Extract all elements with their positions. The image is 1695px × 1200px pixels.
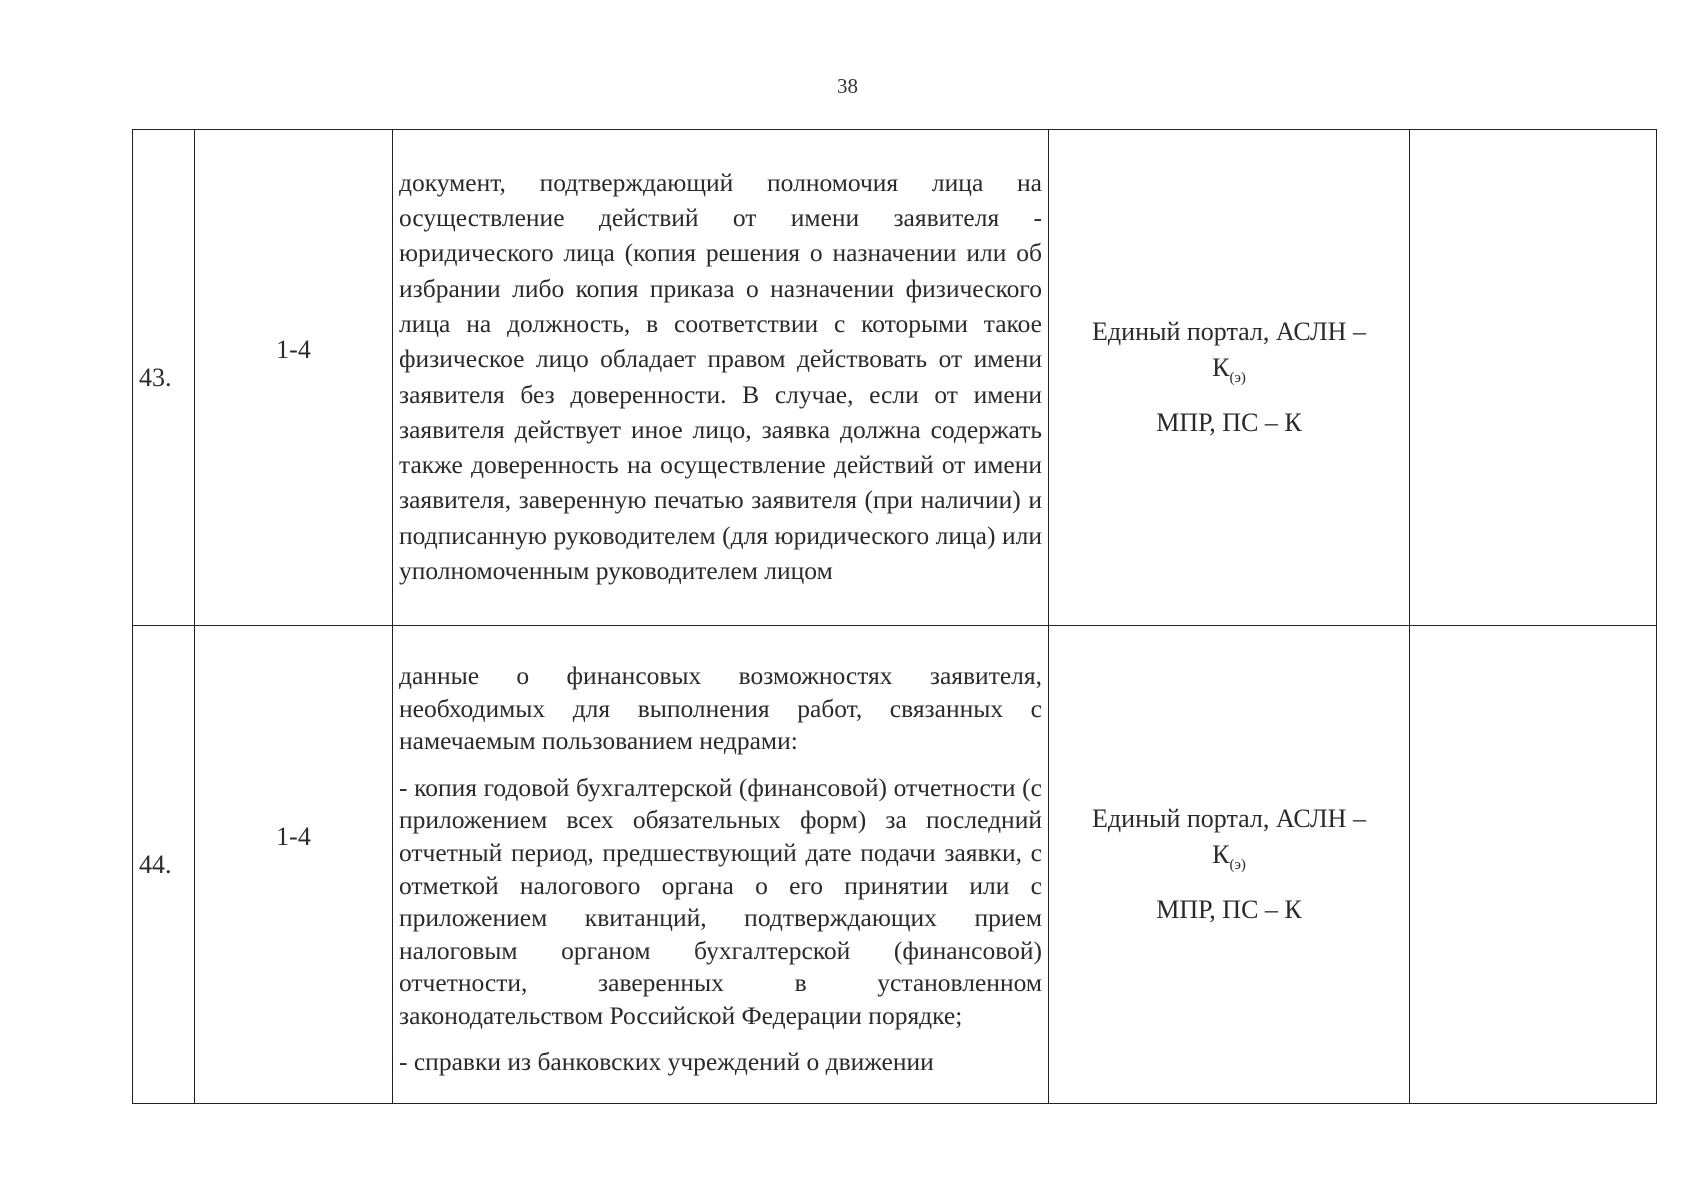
description-paragraph: документ, подтверждающий полномочия лица на осуществление действий от имени заявителя - юридического лица (копия решения о назначении или об избрании либо копия приказа о назначении физического лица на должность, в соответствии с которыми такое физическое лицо обладает правом действовать от имени заявителя без доверенности. В случае, если от имени заявителя действует иное лицо, заявка должна содержать также доверенность на осуществление действий от имени заявителя, заверенную печатью заявителя (при наличии) и подписанную руководителем (для юридического лица) или уполномоченным руководителем лицом [399, 167, 1042, 585]
row-number: 43. [133, 130, 195, 626]
source-line-2: МПР, ПС – К [1156, 407, 1302, 437]
source-line-1: Единый портал, АСЛН – [1092, 804, 1366, 834]
source-k: $К_{(э)}$ [1212, 840, 1246, 874]
description-paragraph: - копия годовой бухгалтерской (финансовой) отчетности (с приложением всех обязательных форм) за последний отчетный период, предшествующий дате подачи заявки, с отметкой налогового органа о его принятии или с приложением квитанций, подтверждающих прием налоговым органом бухгалтерской (финансовой) отчетности, заверенных в установленном законодательством Российской Федерации порядке; [399, 772, 1042, 1030]
table-row [133, 626, 1657, 1104]
row-range: 1-4 [276, 334, 311, 364]
row-description [393, 626, 1049, 1104]
page-number: 38 [837, 74, 858, 98]
row-source [1049, 626, 1410, 1104]
source-line-2: МПР, ПС – К [1156, 894, 1302, 924]
row-source [1049, 130, 1410, 626]
row-empty-cell [1410, 626, 1657, 1104]
description-paragraph: - справки из банковских учреждений о движении [399, 1047, 934, 1077]
row-range: 1-4 [276, 821, 311, 851]
row-range-cell [195, 626, 393, 1104]
source-k: $К_{(э)}$ [1212, 353, 1246, 387]
document-table [132, 129, 1657, 1104]
row-empty-cell [1410, 130, 1657, 626]
row-description [393, 130, 1049, 626]
source-line-1: Единый портал, АСЛН – [1092, 317, 1366, 347]
description-paragraph: данные о финансовых возможностях заявителя, необходимых для выполнения работ, связанных с намечаемым пользованием недрами: [399, 660, 1042, 756]
row-range-cell [195, 130, 393, 626]
row-number: 44. [133, 626, 195, 1104]
table-row [133, 130, 1657, 626]
